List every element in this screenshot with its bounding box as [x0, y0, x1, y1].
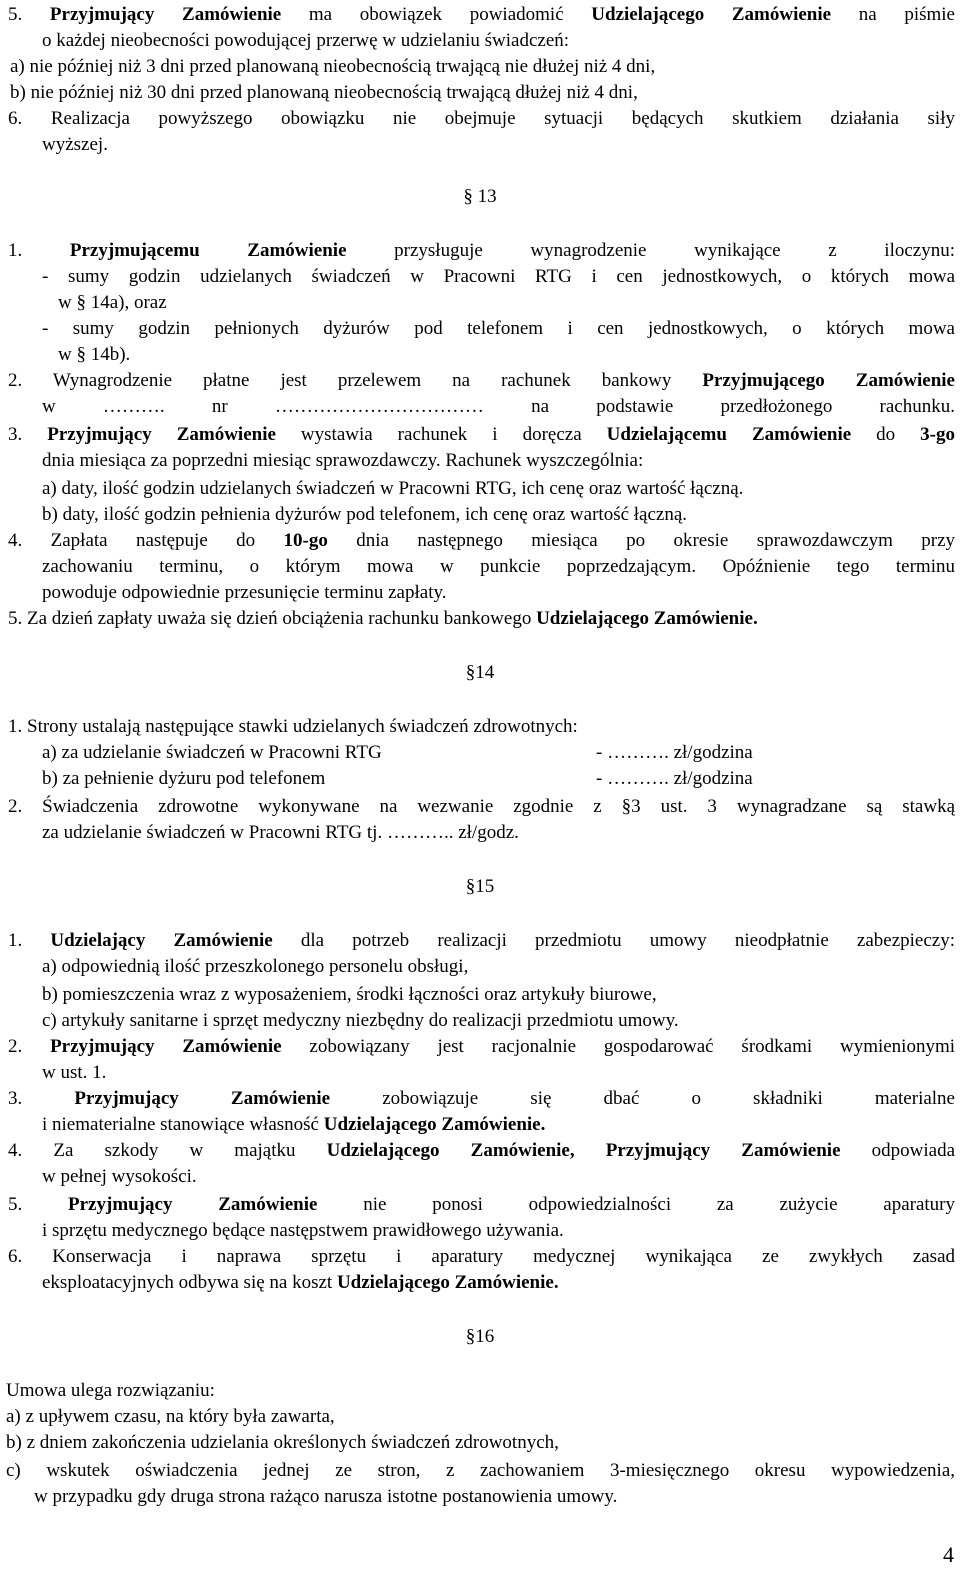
- text: 6. Konserwacja i naprawa sprzętu i aparatury medycznej wynikająca ze zwykłych zasad: [8, 1246, 955, 1267]
- text-line: [42, 822, 519, 844]
- bold-text: Przyjmującemu Zamówienie: [69, 240, 347, 261]
- text: b) z dniem zakończenia udzielania określonych świadczeń zdrowotnych,: [6, 1432, 559, 1453]
- bold-text: 10-go: [283, 530, 328, 551]
- text: zachowaniu terminu, o którym mowa w punkcie poprzedzającym. Opóźnienie tego terminu: [42, 556, 955, 577]
- bold-text: Przyjmującego Zamówienie: [702, 370, 955, 391]
- text-line: [8, 370, 955, 392]
- text: §16: [465, 1326, 495, 1347]
- section-heading: [0, 186, 960, 208]
- text-line: [42, 556, 955, 578]
- text-line: [42, 1062, 106, 1084]
- text: 5. Za dzień zapłaty uważa się dzień obciążenia rachunku bankowego: [8, 608, 537, 629]
- text: eksploatacyjnych odbywa się na koszt: [42, 1272, 337, 1293]
- text-line: [42, 768, 325, 790]
- text-line: [8, 4, 955, 26]
- bold-text: Przyjmujący Zamówienie: [50, 1036, 282, 1057]
- text: nie ponosi odpowiedzialności za zużycie aparatury: [317, 1194, 955, 1215]
- bold-text: Przyjmujący Zamówienie: [47, 424, 276, 445]
- section-heading: [0, 1326, 960, 1348]
- text-line: [42, 318, 955, 340]
- rate-value: - ………. zł/godzina: [596, 768, 753, 789]
- text: wyższej.: [42, 134, 108, 155]
- text: a) nie później niż 3 dni przed planowaną nieobecnością trwającą nie dłużej niż 4 dni,: [10, 56, 656, 77]
- text: 5.: [8, 1194, 69, 1215]
- rate-value: - ………. zł/godzina: [596, 742, 753, 763]
- text-line: [34, 1486, 617, 1508]
- text-line: [42, 1220, 564, 1242]
- text-line: [8, 1088, 955, 1110]
- text: b) za pełnienie dyżuru pod telefonem: [42, 768, 326, 789]
- text-line: [10, 56, 655, 78]
- bold-text: Udzielającego Zamówienie.: [536, 608, 758, 629]
- text: §15: [465, 876, 495, 897]
- text-line: [58, 292, 167, 314]
- bold-text: Udzielającego Zamówienie.: [336, 1272, 559, 1293]
- bold-text: Udzielającemu Zamówienie: [606, 424, 852, 445]
- text: c) wskutek oświadczenia jednej ze stron, z zachowaniem 3-miesięcznego okresu wypowiedzenia,: [6, 1460, 955, 1481]
- text-line: [8, 108, 955, 130]
- text-line: [8, 930, 955, 952]
- text: na piśmie: [831, 4, 955, 25]
- text: § 13: [463, 186, 497, 207]
- text: w ust. 1.: [42, 1062, 107, 1083]
- text: zobowiązany jest racjonalnie gospodarować środkami wymienionymi: [281, 1036, 956, 1057]
- text-line: [42, 1114, 545, 1136]
- text: 1. Strony ustalają następujące stawki udzielanych świadczeń zdrowotnych:: [8, 716, 578, 737]
- text: powoduje odpowiednie przesunięcie terminu zapłaty.: [42, 582, 447, 603]
- text: w ………. nr …………………………… na podstawie przedłożonego rachunku.: [42, 396, 955, 417]
- text-line: [42, 504, 687, 526]
- text: ma obowiązek powiadomić: [281, 4, 592, 25]
- text: dla potrzeb realizacji przedmiotu umowy nieodpłatnie zabezpieczy:: [272, 930, 956, 951]
- text: - sumy godzin udzielanych świadczeń w Pracowni RTG i cen jednostkowych, o których mowa: [42, 266, 955, 287]
- text: w przypadku gdy druga strona rażąco narusza istotne postanowienia umowy.: [34, 1486, 618, 1507]
- text: 4. Za szkody w majątku: [8, 1140, 327, 1161]
- section-heading: [0, 662, 960, 684]
- text: i sprzętu medycznego będące następstwem prawidłowego używania.: [42, 1220, 564, 1241]
- text-line: [42, 134, 108, 156]
- text-line: [8, 1246, 955, 1268]
- bold-text: Udzielającego Zamówienie, Przyjmujący Zamówienie: [326, 1140, 841, 1161]
- text: c) artykuły sanitarne i sprzęt medyczny niezbędny do realizacji przedmiotu umowy.: [42, 1010, 679, 1031]
- bold-text: Przyjmujący Zamówienie: [49, 4, 282, 25]
- text: w § 14a), oraz: [58, 292, 167, 313]
- text-line: [10, 82, 638, 104]
- text: dnia następnego miesiąca po okresie sprawozdawczym przy: [327, 530, 956, 551]
- text-line: [42, 266, 955, 288]
- text: a) z upływem czasu, na który była zawarta,: [6, 1406, 335, 1427]
- text-line: [8, 1140, 955, 1162]
- text-line: [6, 1406, 335, 1428]
- text: b) daty, ilość godzin pełnienia dyżurów pod telefonem, ich cenę oraz wartość łączną.: [42, 504, 688, 525]
- page-number: 4: [943, 1542, 954, 1567]
- text: 3.: [8, 1088, 75, 1109]
- text: odpowiada: [840, 1140, 955, 1161]
- text: 1.: [8, 930, 51, 951]
- text-line: [6, 1460, 955, 1482]
- text-line: [8, 608, 758, 630]
- text: do: [851, 424, 921, 445]
- text-line: [42, 1272, 559, 1294]
- text-line: [42, 478, 743, 500]
- text: 1.: [8, 240, 70, 261]
- text: 5.: [8, 4, 50, 25]
- section-heading: [0, 876, 960, 898]
- text: b) pomieszczenia wraz z wyposażeniem, środki łączności oraz artykuły biurowe,: [42, 984, 657, 1005]
- text-line: [42, 742, 382, 764]
- text-line: [42, 450, 643, 472]
- text-line: [8, 716, 578, 738]
- text: 6. Realizacja powyższego obowiązku nie obejmuje sytuacji będących skutkiem działania siły: [8, 108, 955, 129]
- text: - sumy godzin pełnionych dyżurów pod telefonem i cen jednostkowych, o których mowa: [42, 318, 955, 339]
- text-line: [42, 582, 447, 604]
- text: dnia miesiąca za poprzedni miesiąc sprawozdawczy. Rachunek wyszczególnia:: [42, 450, 644, 471]
- text-line: [6, 1380, 215, 1402]
- bold-text: Przyjmujący Zamówienie: [74, 1088, 331, 1109]
- text: a) za udzielanie świadczeń w Pracowni RTG: [42, 742, 382, 763]
- text: 4. Zapłata następuje do: [8, 530, 284, 551]
- text-line: [8, 240, 955, 262]
- text: Umowa ulega rozwiązaniu:: [6, 1380, 215, 1401]
- text-line: [6, 1432, 559, 1454]
- text-line: [42, 1010, 679, 1032]
- text-line: [42, 984, 657, 1006]
- text: §14: [465, 662, 495, 683]
- text-line: [8, 424, 955, 446]
- text: i niematerialne stanowiące własność: [42, 1114, 324, 1135]
- text-line: [42, 956, 468, 978]
- text-line: [58, 344, 130, 366]
- bold-text: 3-go: [920, 424, 955, 445]
- text: 2. Wynagrodzenie płatne jest przelewem na rachunek bankowy: [8, 370, 703, 391]
- text-line: [42, 30, 569, 52]
- text-line: [8, 530, 955, 552]
- bold-text: Udzielający Zamówienie: [50, 930, 273, 951]
- text: a) daty, ilość godzin udzielanych świadczeń w Pracowni RTG, ich cenę oraz wartość łączną.: [42, 478, 744, 499]
- text-line: [8, 1036, 955, 1058]
- bold-text: Udzielającego Zamówienie.: [323, 1114, 546, 1135]
- text: 3.: [8, 424, 48, 445]
- bold-text: Przyjmujący Zamówienie: [68, 1194, 318, 1215]
- text: 2. Świadczenia zdrowotne wykonywane na wezwanie zgodnie z §3 ust. 3 wynagradzane są stawką: [8, 796, 955, 817]
- text-line: [8, 796, 955, 818]
- text: a) odpowiednią ilość przeszkolonego personelu obsługi,: [42, 956, 469, 977]
- text: przysługuje wynagrodzenie wynikające z iloczynu:: [346, 240, 956, 261]
- text: zobowiązuje się dbać o składniki materialne: [330, 1088, 955, 1109]
- text: za udzielanie świadczeń w Pracowni RTG tj. ……….. zł/godz.: [42, 822, 519, 843]
- text: 2.: [8, 1036, 51, 1057]
- text-line: [42, 396, 955, 418]
- bold-text: Udzielającego Zamówienie: [591, 4, 832, 25]
- text: wystawia rachunek i doręcza: [275, 424, 607, 445]
- text: b) nie później niż 30 dni przed planowaną nieobecnością trwającą dłużej niż 4 dni,: [10, 82, 638, 103]
- text: o każdej nieobecności powodującej przerwę w udzielaniu świadczeń:: [42, 30, 570, 51]
- text-line: [42, 1166, 197, 1188]
- text: w pełnej wysokości.: [42, 1166, 197, 1187]
- text: w § 14b).: [58, 344, 131, 365]
- text-line: [8, 1194, 955, 1216]
